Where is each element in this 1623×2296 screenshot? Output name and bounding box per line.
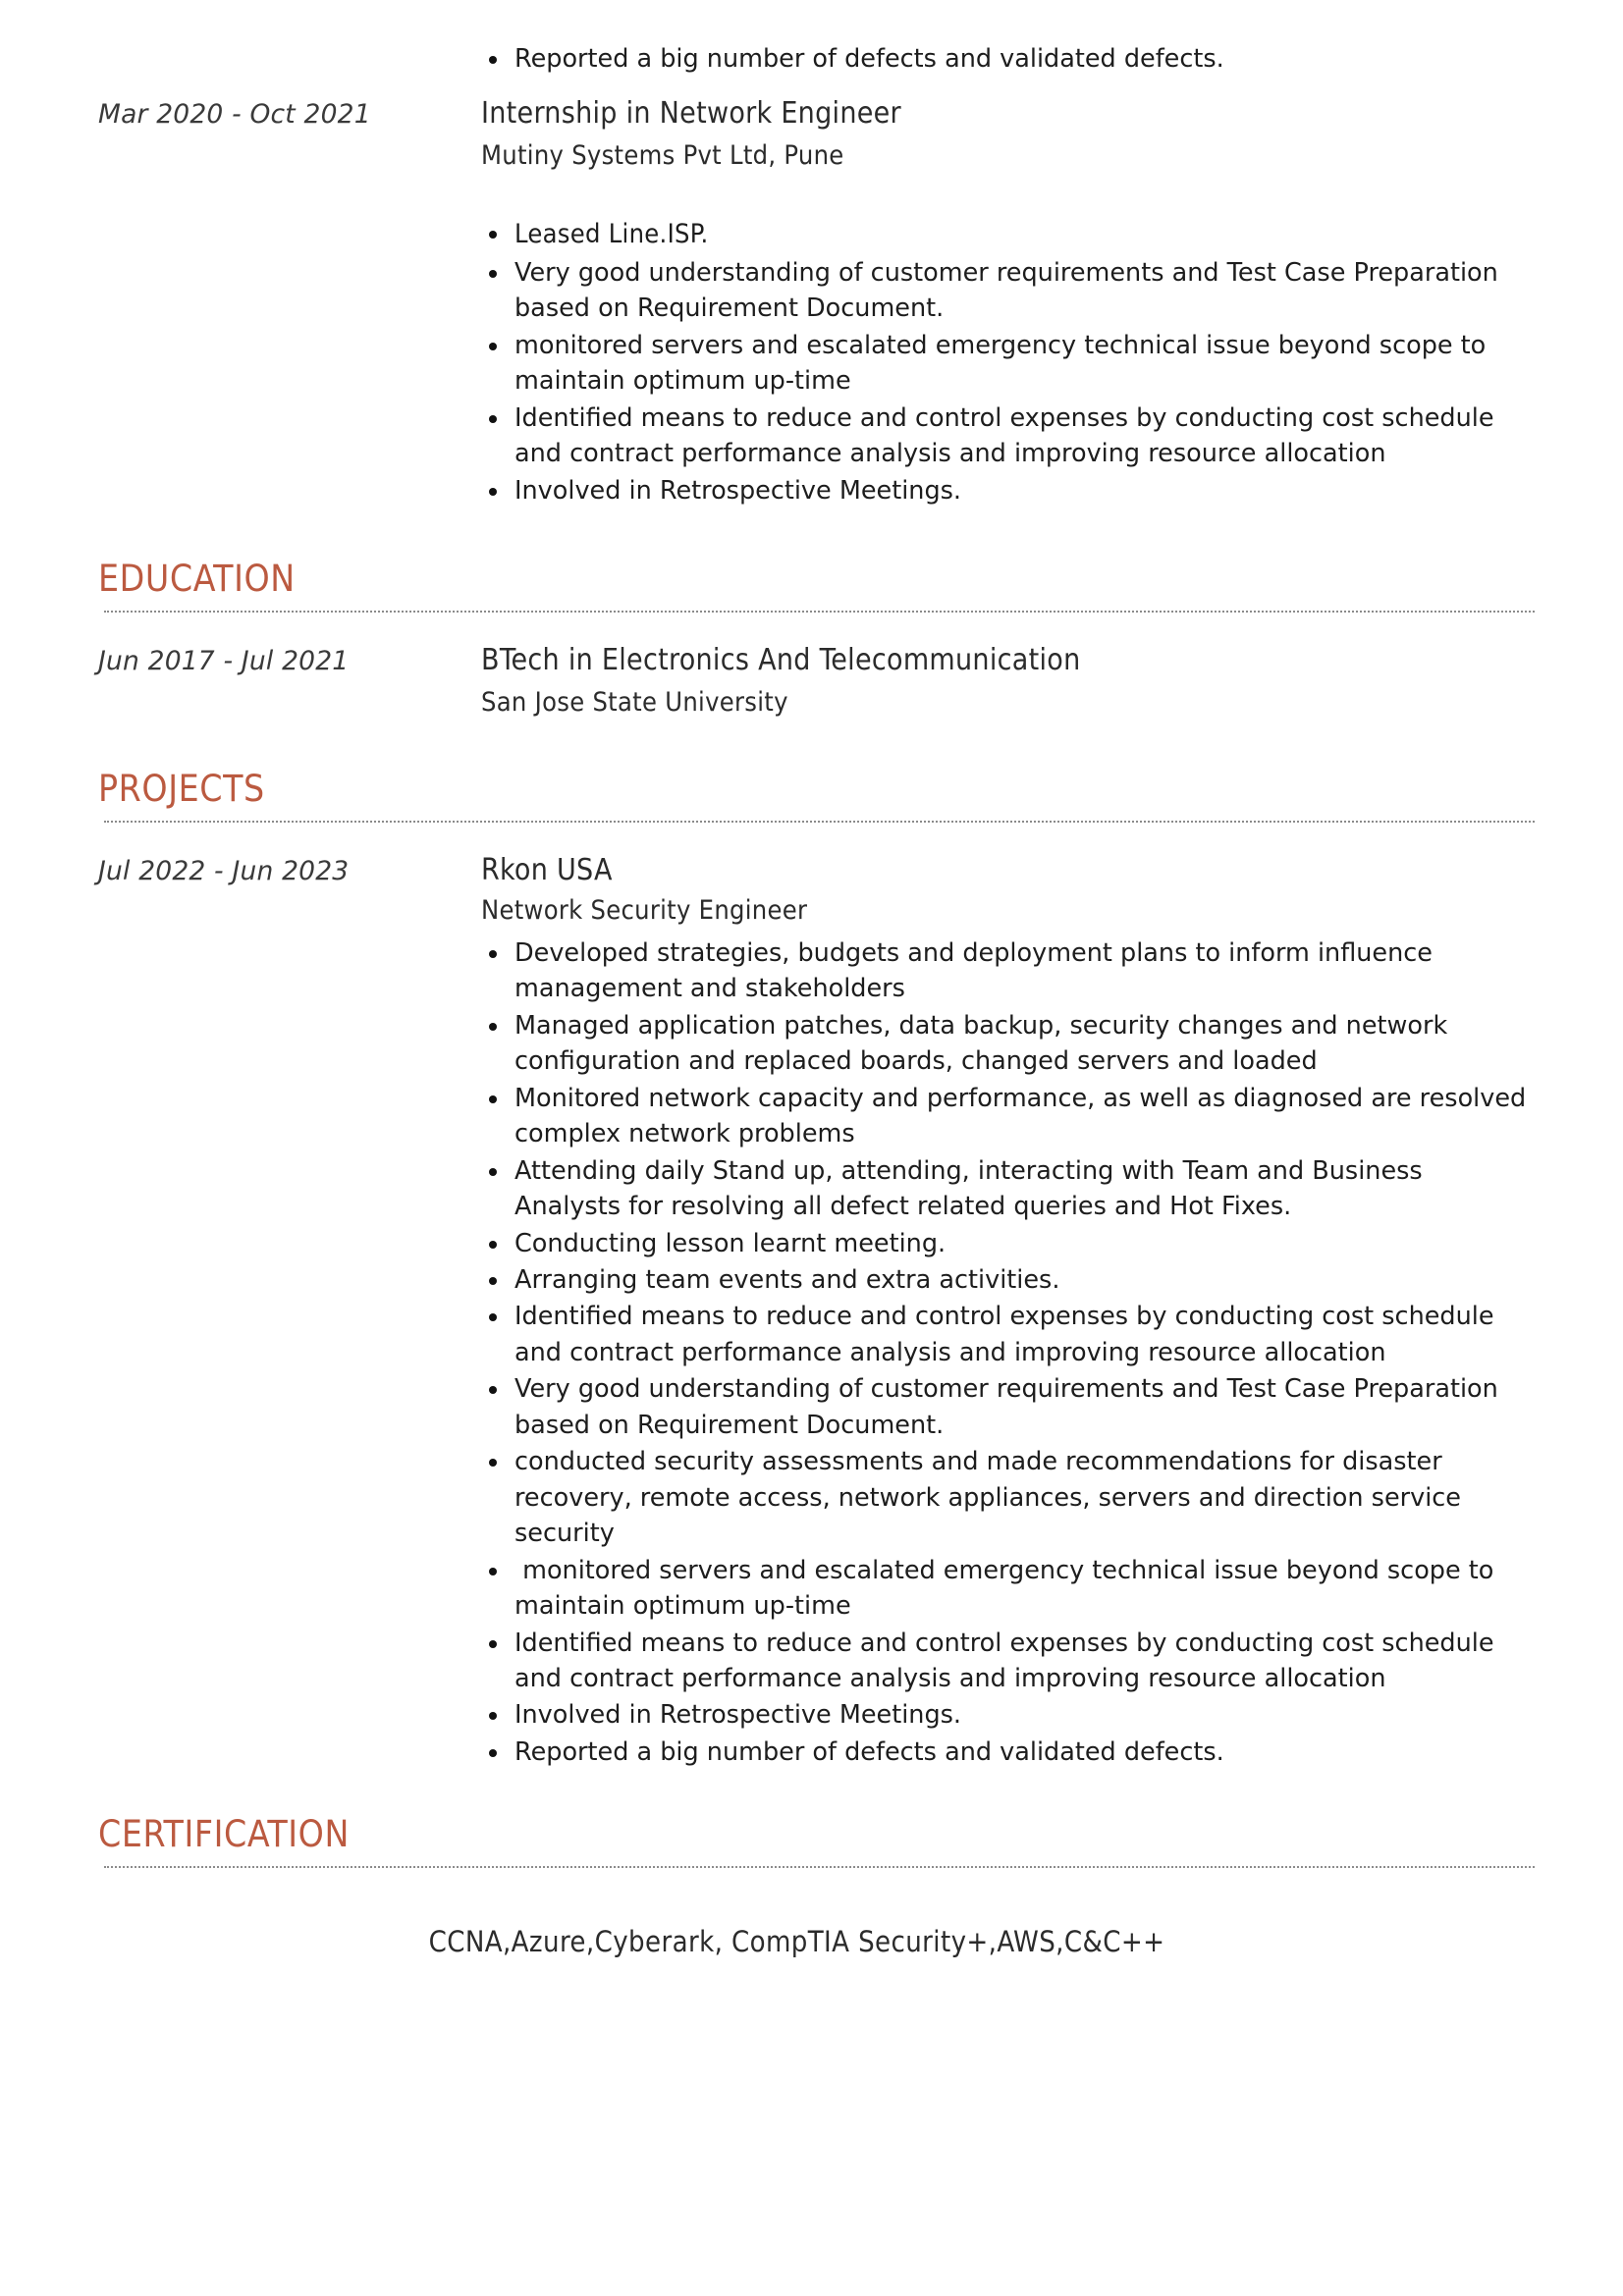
list-item: Leased Line.ISP. bbox=[481, 216, 1535, 254]
continued-experience-bullets bbox=[98, 41, 1535, 78]
project-entry bbox=[98, 852, 1535, 1771]
list-item: Managed application patches, data backup, security changes and network configuration and replaced boards, changed servers and loaded bbox=[481, 1008, 1535, 1080]
section-heading-education: EDUCATION bbox=[98, 558, 296, 601]
certification-section bbox=[98, 1813, 1535, 1959]
list-item: Reported a big number of defects and validated defects. bbox=[481, 41, 1535, 77]
list-item: Monitored network capacity and performance, as well as diagnosed are resolved complex network problems bbox=[481, 1081, 1535, 1152]
project-bullet-list bbox=[481, 935, 1535, 1770]
entry-date-range: Jul 2022 - Jun 2023 bbox=[98, 856, 350, 887]
experience-entry bbox=[98, 95, 1535, 509]
list-item: monitored servers and escalated emergency technical issue beyond scope to maintain optimum up-time bbox=[481, 328, 1535, 400]
list-item: Very good understanding of customer requirements and Test Case Preparation based on Requirement Document. bbox=[481, 1371, 1535, 1443]
list-item: Involved in Retrospective Meetings. bbox=[481, 1697, 1535, 1733]
entry-project-role: Network Security Engineer bbox=[481, 894, 808, 926]
list-item: Identified means to reduce and control expenses by conducting cost schedule and contract performance analysis and improving resource allocation bbox=[481, 1626, 1535, 1697]
list-item: Attending daily Stand up, attending, interacting with Team and Business Analysts for resolving all defect related queries and Hot Fixes. bbox=[481, 1153, 1535, 1225]
list-item: Developed strategies, budgets and deployment plans to inform influence management and stakeholders bbox=[481, 935, 1535, 1007]
list-item: Very good understanding of customer requirements and Test Case Preparation based on Requirement Document. bbox=[481, 255, 1535, 327]
education-entry bbox=[98, 642, 1535, 720]
section-heading-projects: PROJECTS bbox=[98, 768, 265, 811]
section-divider bbox=[104, 1866, 1535, 1868]
entry-degree: BTech in Electronics And Telecommunication bbox=[481, 643, 1081, 678]
section-heading-certification: CERTIFICATION bbox=[98, 1813, 350, 1856]
list-item: monitored servers and escalated emergency technical issue beyond scope to maintain optimum up-time bbox=[481, 1553, 1535, 1625]
list-item: Arranging team events and extra activities. bbox=[481, 1262, 1535, 1298]
entry-school: San Jose State University bbox=[481, 686, 788, 718]
list-item: Reported a big number of defects and validated defects. bbox=[481, 1735, 1535, 1770]
entry-project-title: Rkon USA bbox=[481, 853, 613, 888]
bullet-list bbox=[481, 41, 1535, 77]
list-item: Identified means to reduce and control expenses by conducting cost schedule and contract performance analysis and improving resource allocation bbox=[481, 1299, 1535, 1370]
certification-value: CCNA,Azure,Cyberark, CompTIA Security+,AWS,C&C++ bbox=[428, 1925, 1165, 1959]
list-item: Involved in Retrospective Meetings. bbox=[481, 473, 1535, 508]
list-item: Identified means to reduce and control expenses by conducting cost schedule and contract performance analysis and improving resource allocation bbox=[481, 400, 1535, 472]
projects-section bbox=[98, 768, 1535, 1771]
list-item: conducted security assessments and made recommendations for disaster recovery, remote access, network appliances, servers and direction service security bbox=[481, 1444, 1535, 1551]
entry-date-range: Mar 2020 - Oct 2021 bbox=[98, 99, 371, 131]
entry-job-title: Internship in Network Engineer bbox=[481, 96, 901, 132]
entry-company: Mutiny Systems Pvt Ltd, Pune bbox=[481, 140, 844, 172]
list-item: Conducting lesson learnt meeting. bbox=[481, 1226, 1535, 1261]
education-section bbox=[98, 558, 1535, 720]
entry-date-range: Jun 2017 - Jul 2021 bbox=[98, 646, 350, 677]
experience-bullet-list bbox=[481, 216, 1535, 508]
